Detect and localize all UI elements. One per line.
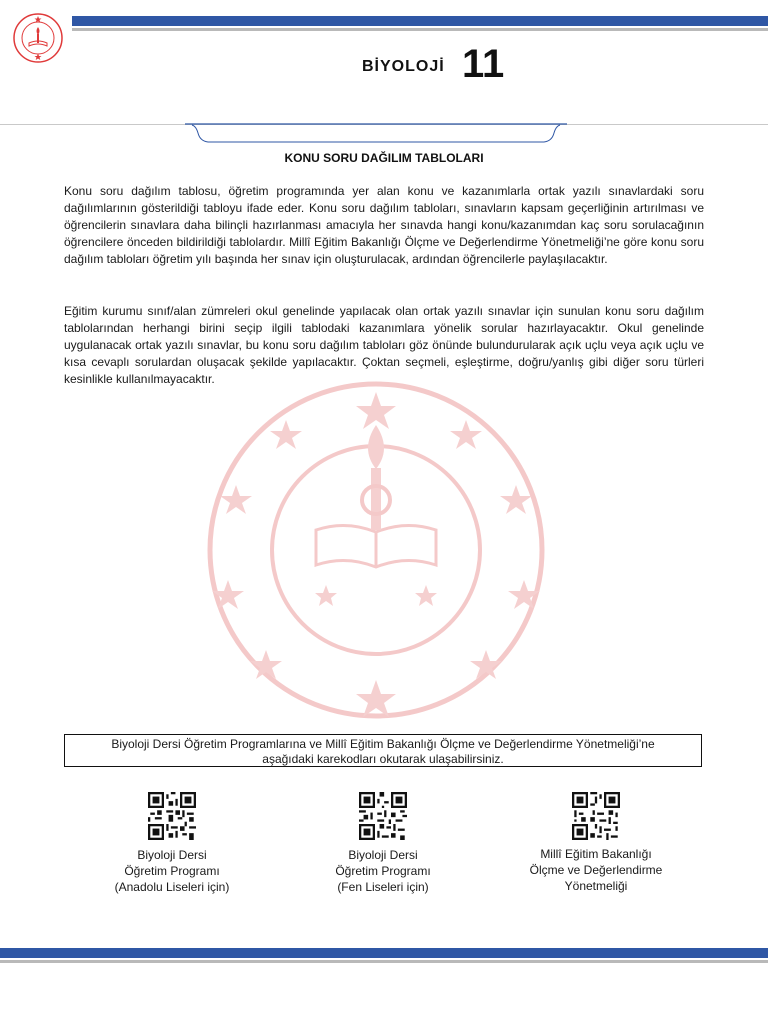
section-title: KONU SORU DAĞILIM TABLOLARI xyxy=(284,151,484,165)
qr-caption-line: Millî Eğitim Bakanlığı xyxy=(540,847,652,861)
qr-caption-anadolu xyxy=(72,847,272,895)
exam-rules-paragraph: Eğitim kurumu sınıf/alan zümreleri okul genelinde yapılacak olan ortak yazılı sınavlar için sunulan konu soru dağılım tablolarından herhangi birini seçip ilgili tablodaki kazanımlara yönelik sorular hazırlayacaktır. Okul genelinde uygulanacak ortak yazılı sınavlar, bu konu soru dağılım tabloları göz önünde bulundurularak açık uçlu veya açık uçlu ve kısa cevaplı sorulardan oluşacak şekilde yapılacaktır. Çoktan seçmeli, eşleştirme, doğru/yanlış gibi diğer soru türleri kesinlikle kullanılmayacaktır. xyxy=(64,304,704,386)
qr-caption-line: Ölçme ve Değerlendirme xyxy=(529,863,663,877)
intro-paragraph: Konu soru dağılım tablosu, öğretim programında yer alan konu ve kazanımlarla ortak yazılı sınavlardaki soru dağılımlarının gösterildiği tabloyu ifade eder. Konu soru dağılım tabloları, sınavların kapsam geçerliğinin artırılması ve öğrencilerin sınavlara daha bilinçli hazırlanması amacıyla her sınavda hangi konu/kazanımdan kaç soru sorulacağının öğrencilere önceden bildirildiği tablolardır. Millî Eğitim Bakanlığı Ölçme ve Değerlendirme Yönetmeliği’ne göre konu soru dağılım tabloları öğretim yılı başında her sınav için oluşturulacak, ardından öğrencilerle paylaşılacaktır. xyxy=(64,184,704,266)
bottom-accent-bar xyxy=(0,948,768,958)
top-accent-line xyxy=(72,28,768,31)
title-bracket-decoration xyxy=(184,123,568,145)
qr-caption-line: Yönetmeliği xyxy=(564,879,628,893)
qr-caption-regulation xyxy=(496,846,696,894)
qr-caption-line: Öğretim Programı xyxy=(335,864,431,878)
qr-caption-line: Biyoloji Dersi xyxy=(137,848,207,862)
bottom-accent-line xyxy=(0,960,768,963)
subject-title: BİYOLOJİ xyxy=(362,58,445,75)
grade-number: 11 xyxy=(462,42,505,86)
top-accent-bar xyxy=(72,16,768,26)
info-box xyxy=(64,734,702,767)
meb-watermark-logo-icon xyxy=(206,380,546,720)
qr-caption-fen xyxy=(283,847,483,895)
qr-code-icon[interactable] xyxy=(359,792,407,840)
qr-caption-line: Biyoloji Dersi xyxy=(348,848,418,862)
qr-code-icon[interactable] xyxy=(148,792,196,840)
qr-caption-line: Öğretim Programı xyxy=(124,864,220,878)
meb-logo-icon xyxy=(12,12,64,64)
info-box-line: aşağıdaki karekodları okutarak ulaşabilirsiniz. xyxy=(262,752,504,766)
qr-code-icon[interactable] xyxy=(572,792,620,840)
qr-caption-line: (Anadolu Liseleri için) xyxy=(114,880,230,894)
info-box-line: Biyoloji Dersi Öğretim Programlarına ve Millî Eğitim Bakanlığı Ölçme ve Değerlendirme Yönetmeliği’ne xyxy=(111,737,655,751)
qr-caption-line: (Fen Liseleri için) xyxy=(337,880,429,894)
